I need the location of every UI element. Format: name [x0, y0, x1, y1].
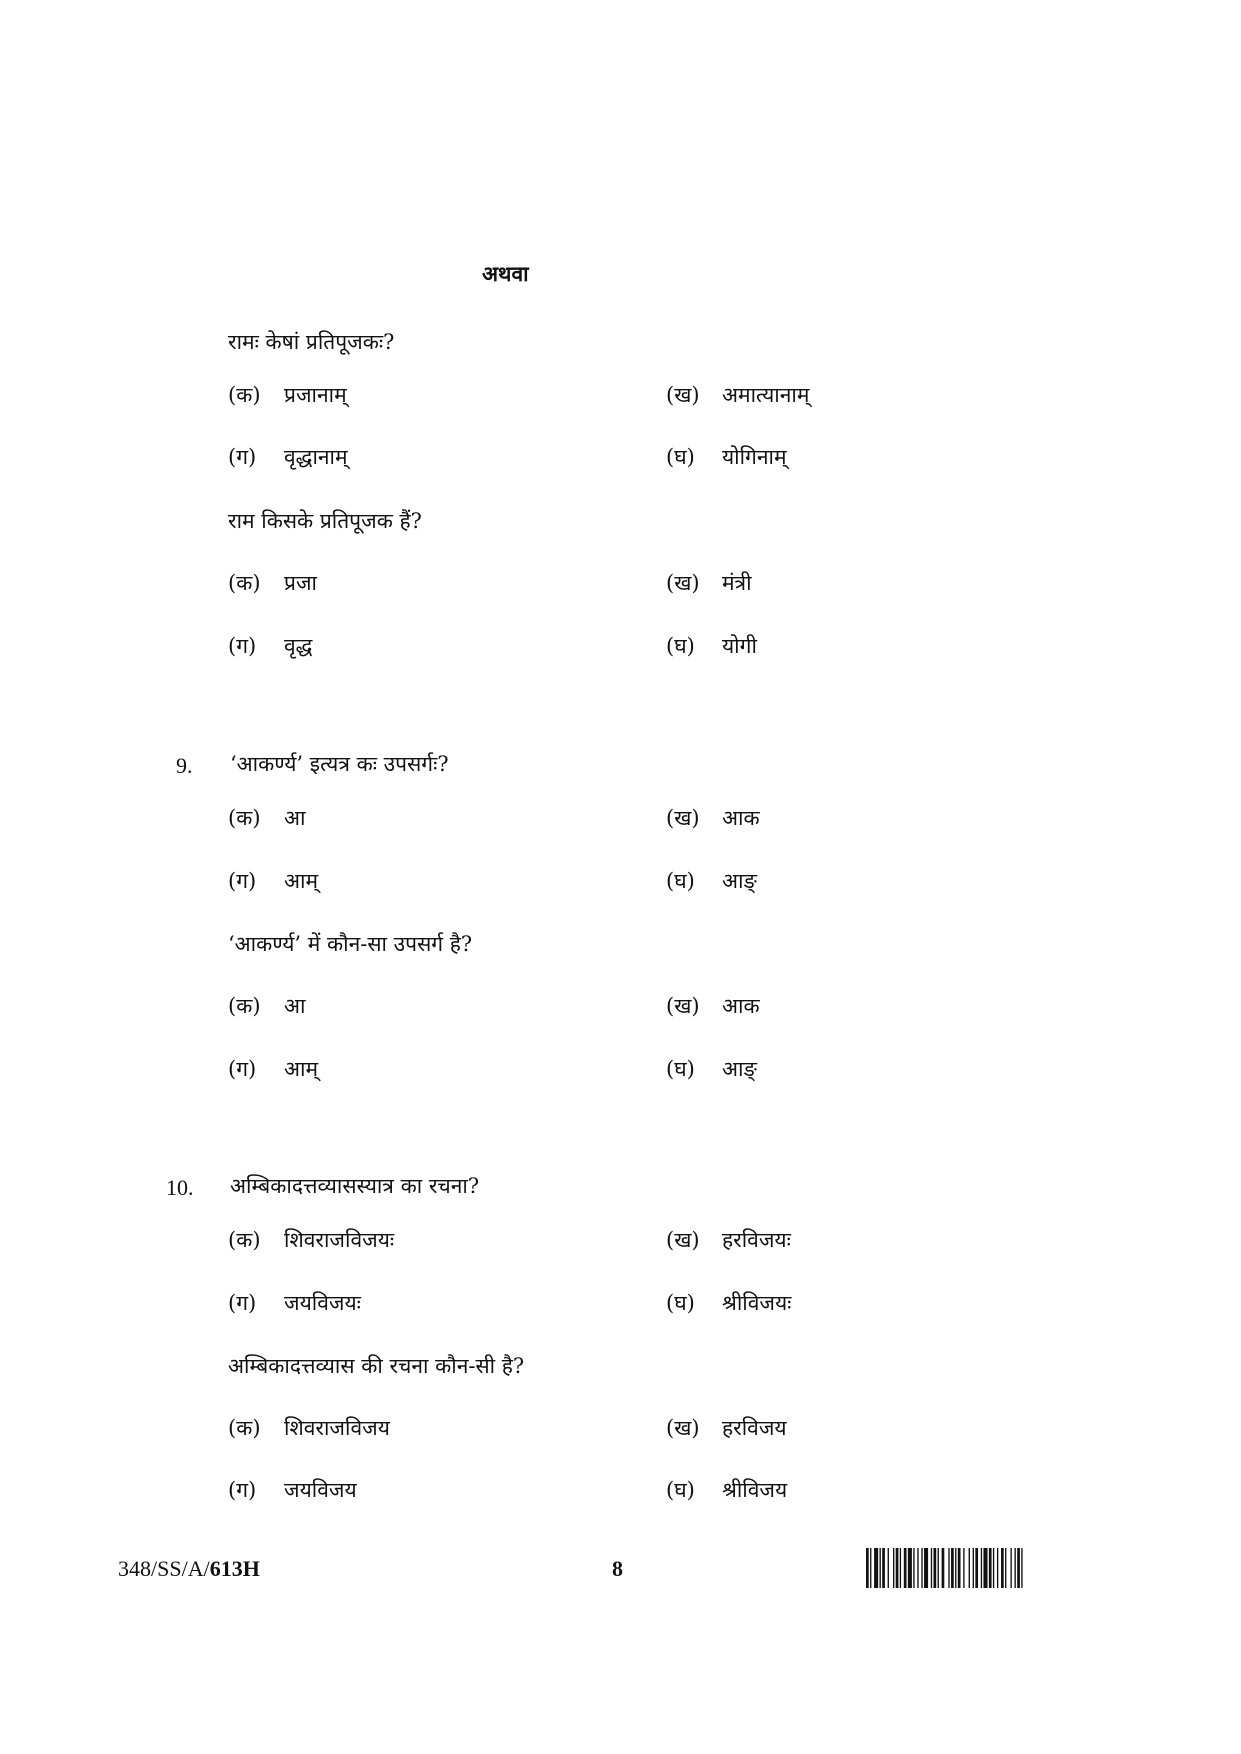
q9-option-kha[interactable]: (ख) आक	[666, 806, 760, 830]
barcode-icon	[866, 1548, 1128, 1588]
q9-hindi-option-gha[interactable]: (घ) आङ्	[666, 1057, 757, 1081]
q10-option-ga[interactable]: (ग) जयविजयः	[228, 1291, 361, 1315]
paper-code: 348/SS/A/613H	[118, 1556, 260, 1581]
q9-option-ga[interactable]: (ग) आम्	[228, 869, 319, 893]
q10-option-ka[interactable]: (क) शिवराजविजयः	[228, 1228, 395, 1252]
q9-number: 9.	[176, 753, 193, 778]
q8-hindi-option-ga[interactable]: (ग) वृद्ध	[228, 634, 313, 658]
q8-stem-hindi: राम किसके प्रतिपूजक हैं?	[228, 509, 422, 533]
q10-option-kha[interactable]: (ख) हरविजयः	[666, 1228, 791, 1252]
q10-number: 10.	[166, 1175, 194, 1200]
q10-hindi-option-gha[interactable]: (घ) श्रीविजय	[666, 1478, 788, 1502]
q10-hindi-option-ga[interactable]: (ग) जयविजय	[228, 1478, 357, 1502]
q8-hindi-option-gha[interactable]: (घ) योगी	[666, 634, 757, 658]
q10-stem-sanskrit: अम्बिकादत्तव्यासस्यात्र का रचना?	[230, 1174, 480, 1198]
q10-stem-hindi: अम्बिकादत्तव्यास की रचना कौन-सी है?	[228, 1354, 525, 1378]
q9-stem-hindi: ‘आकर्ण्य’ में कौन-सा उपसर्ग है?	[228, 932, 473, 956]
q8-hindi-option-ka[interactable]: (क) प्रजा	[228, 571, 317, 595]
q10-hindi-option-kha[interactable]: (ख) हरविजय	[666, 1416, 787, 1440]
q9-hindi-option-ga[interactable]: (ग) आम्	[228, 1057, 319, 1081]
page-number: 8	[612, 1556, 623, 1581]
or-heading: अथवा	[482, 261, 529, 286]
q9-option-gha[interactable]: (घ) आङ्	[666, 869, 757, 893]
q8-stem-sanskrit: रामः केषां प्रतिपूजकः?	[228, 330, 395, 354]
q10-option-gha[interactable]: (घ) श्रीविजयः	[666, 1291, 792, 1315]
q9-stem-sanskrit: ‘आकर्ण्य’ इत्यत्र कः उपसर्गः?	[230, 752, 449, 776]
q8-hindi-option-kha[interactable]: (ख) मंत्री	[666, 571, 752, 595]
q9-hindi-option-kha[interactable]: (ख) आक	[666, 994, 760, 1018]
q8-option-ga[interactable]: (ग) वृद्धानाम्	[228, 445, 348, 469]
q8-option-gha[interactable]: (घ) योगिनाम्	[666, 445, 787, 469]
q9-hindi-option-ka[interactable]: (क) आ	[228, 994, 306, 1018]
q8-option-ka[interactable]: (क) प्रजानाम्	[228, 383, 347, 407]
q9-option-ka[interactable]: (क) आ	[228, 806, 306, 830]
q10-hindi-option-ka[interactable]: (क) शिवराजविजय	[228, 1416, 390, 1440]
q8-option-kha[interactable]: (ख) अमात्यानाम्	[666, 383, 810, 407]
